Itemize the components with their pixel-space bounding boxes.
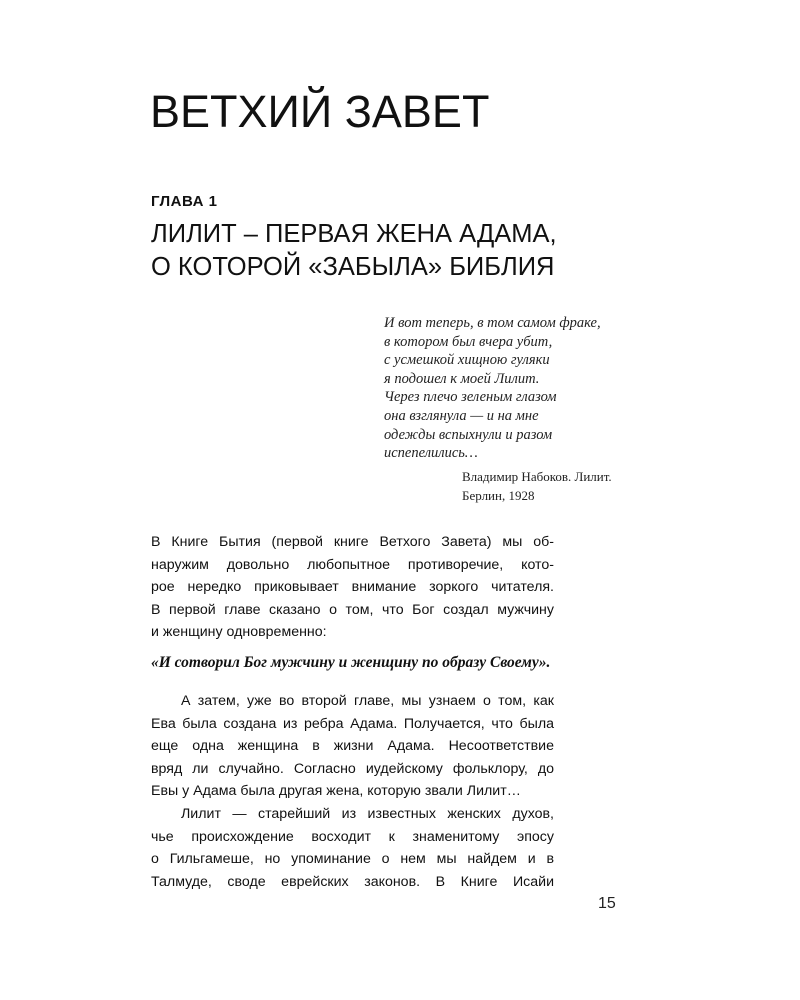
text-line: В первой главе сказано о том, что Бог создал мужчину bbox=[151, 601, 554, 618]
epigraph-attribution bbox=[462, 467, 634, 505]
poem-line: Через плечо зеленым глазом bbox=[384, 389, 557, 406]
text-line: Ева была создана из ребра Адама. Получается, что была bbox=[151, 715, 554, 732]
part-title: ВЕТХИЙ ЗАВЕТ bbox=[150, 86, 490, 137]
attribution-line: Берлин, 1928 bbox=[462, 487, 535, 503]
poem-line: она взглянула — и на мне bbox=[384, 407, 539, 424]
chapter-title-line: ЛИЛИТ – ПЕРВАЯ ЖЕНА АДАМА, bbox=[151, 220, 557, 248]
poem-line: испепелились… bbox=[384, 445, 478, 462]
text-line: чье происхождение восходит к знаменитому эпосу bbox=[151, 828, 554, 845]
text-line: Лилит — старейший из известных женских духов, bbox=[181, 805, 554, 822]
epigraph-poem bbox=[384, 314, 634, 463]
text-line: Талмуде, своде еврейских законов. В Книге Исайи bbox=[151, 873, 554, 890]
body-paragraph-2 bbox=[151, 690, 554, 893]
page-number: 15 bbox=[598, 895, 616, 912]
text-line: В Книге Бытия (первой книге Ветхого Завета) мы об- bbox=[151, 534, 554, 550]
text-line: о Гильгамеше, но упоминание о нем мы найдем и в bbox=[151, 851, 554, 868]
epigraph bbox=[384, 314, 634, 505]
poem-line: И вот теперь, в том самом фраке, bbox=[384, 315, 601, 331]
attribution-line: Владимир Набоков. Лилит. bbox=[462, 468, 612, 484]
poem-line: с усмешкой хищною гуляки bbox=[384, 352, 550, 369]
text-line: А затем, уже во второй главе, мы узнаем о том, как bbox=[181, 693, 554, 709]
text-line: рое нередко приковывает внимание зоркого читателя. bbox=[151, 579, 554, 596]
text-line: и женщину одновременно: bbox=[151, 624, 327, 641]
text-line: вряд ли случайно. Согласно иудейскому фольклору, до bbox=[151, 760, 554, 777]
body-paragraph-1 bbox=[151, 531, 554, 644]
poem-line: в котором был вчера убит, bbox=[384, 333, 553, 350]
scripture-quote: «И сотворил Бог мужчину и женщину по образу Своему». bbox=[151, 654, 551, 671]
text-line: еще одна женщина в жизни Адама. Несоответствие bbox=[151, 738, 554, 755]
poem-line: я подошел к моей Лилит. bbox=[384, 370, 540, 387]
text-line: Евы у Адама была другая жена, которую звали Лилит… bbox=[151, 783, 521, 800]
poem-line: одежды вспыхнули и разом bbox=[384, 426, 553, 443]
chapter-label: ГЛАВА 1 bbox=[151, 193, 218, 210]
chapter-title bbox=[151, 218, 557, 284]
text-line: наружим довольно любопытное противоречие, кото- bbox=[151, 556, 554, 573]
chapter-title-line: О КОТОРОЙ «ЗАБЫЛА» БИБЛИЯ bbox=[151, 253, 555, 281]
